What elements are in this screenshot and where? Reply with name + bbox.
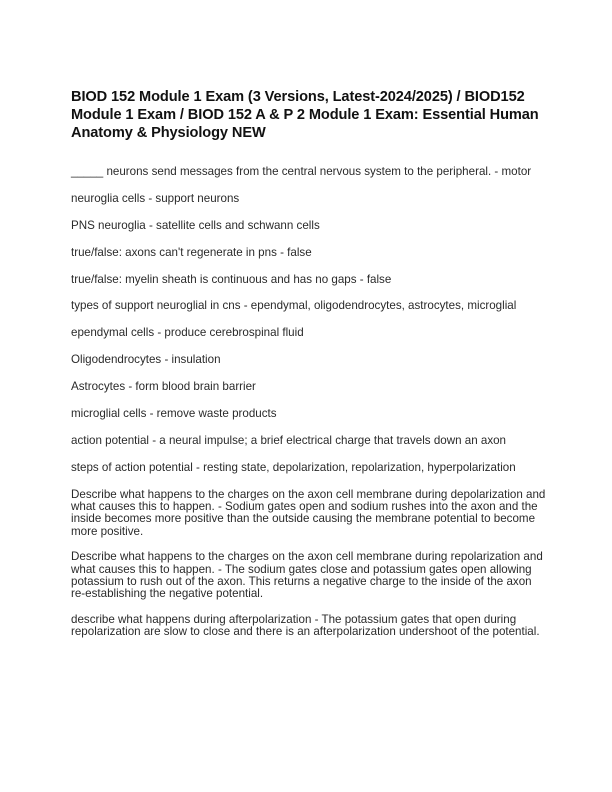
flashcard-entry-cns-neuroglial-types: types of support neuroglial in cns - ependymal, oligodendrocytes, astrocytes, microglial [71,299,517,313]
flashcard-entry-neuroglia-cells: neuroglia cells - support neurons [71,191,240,205]
flashcard-entry-action-potential-steps: steps of action potential - resting state, depolarization, repolarization, hyperpolarization [71,460,516,474]
flashcard-entry-action-potential: action potential - a neural impulse; a brief electrical charge that travels down an axon [71,433,507,447]
flashcard-entry-microglial-cells: microglial cells - remove waste products [71,407,277,421]
flashcard-entry-myelin-sheath: true/false: myelin sheath is continuous and has no gaps - false [71,272,392,286]
flashcard-entry-afterpolarization: describe what happens during afterpolarization - The potassium gates that open during repolarization are slow to close and there is an afterpolarization undershoot of the potential. [71,612,540,639]
flashcard-entry-astrocytes: Astrocytes - form blood brain barrier [71,380,256,394]
flashcard-entry-axons-regenerate: true/false: axons can't regenerate in pns - false [71,245,312,259]
flashcard-entry-oligodendrocytes: Oligodendrocytes - insulation [71,353,221,367]
flashcard-entry-motor-neurons: _____ neurons send messages from the central nervous system to the peripheral. - motor [71,165,532,178]
document-page [71,88,546,652]
flashcard-entry-pns-neuroglia: PNS neuroglia - satellite cells and schwann cells [71,218,320,232]
document-title: BIOD 152 Module 1 Exam (3 Versions, Latest-2024/2025) / BIOD152 Module 1 Exam / BIOD 152 A & P 2 Module 1 Exam: Essential Human Anatomy & Physiology NEW [71,89,539,141]
flashcard-entry-repolarization: Describe what happens to the charges on the axon cell membrane during repolarization and what causes this to happen. - The sodium gates close and potassium gates open allowing potassium to rush out of the axon. This returns a negative charge to the inside of the axon re-establishing the negative potential. [71,550,543,601]
flashcard-entry-depolarization: Describe what happens to the charges on the axon cell membrane during depolarization and what causes this to happen. - Sodium gates open and sodium rushes into the axon and the inside becomes more positive than the outside causing the membrane potential to become more positive. [71,487,546,538]
flashcard-entry-ependymal-cells: ependymal cells - produce cerebrospinal fluid [71,326,304,340]
